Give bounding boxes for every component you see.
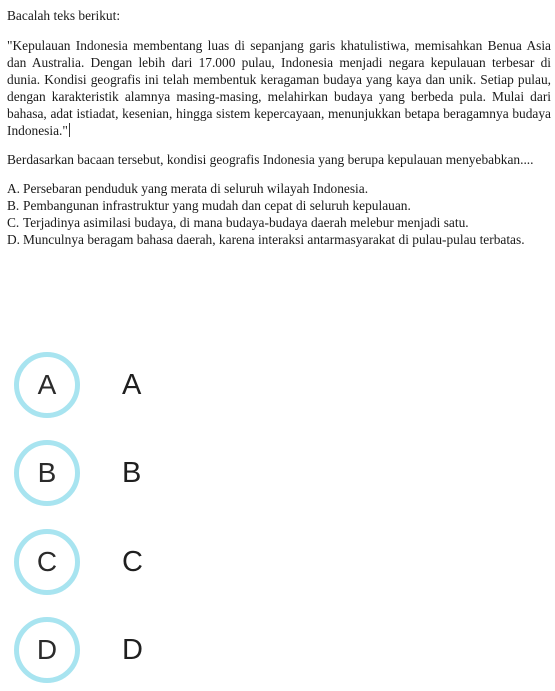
answer-button-c[interactable] [14, 527, 314, 597]
question-block [7, 7, 553, 248]
option-b [7, 197, 553, 214]
answer-label-d: D [122, 633, 143, 666]
answer-label-b: B [122, 456, 142, 489]
question-intro: Bacalah teks berikut: [7, 8, 121, 23]
option-text: Persebaran penduduk yang merata di seluruh wilayah Indonesia. [23, 181, 369, 196]
answer-button-b[interactable] [14, 438, 314, 508]
option-letter: B. [7, 198, 20, 213]
option-a [7, 180, 553, 197]
answer-badge-letter: C [36, 546, 58, 577]
option-letter: A. [7, 181, 21, 196]
option-d [7, 231, 553, 248]
answer-badge-d [14, 617, 80, 683]
answer-badge-b [14, 440, 80, 506]
option-letter: C. [7, 215, 20, 230]
option-list [7, 180, 553, 248]
question-stem: Berdasarkan bacaan tersebut, kondisi geografis Indonesia yang berupa kepulauan menyebabkan.... [7, 152, 534, 167]
answer-label-a: A [122, 368, 142, 401]
passage-text: "Kepulauan Indonesia membentang luas di sepanjang garis khatulistiwa, memisahkan Benua Asia dan Australia. Dengan lebih dari 17.000 pulau, Indonesia menjadi negara kepulauan terbesar di dunia. Kondisi geografis ini telah membentuk keragaman budaya yang kaya dan unik. Setiap pulau, dengan karakteristik alamnya masing-masing, melahirkan budaya yang berbeda pula. Mulai dari bahasa, adat istiadat, kesenian, hingga sistem kepercayaan, menunjukkan betapa beragamnya budaya Indonesia." [7, 38, 551, 138]
option-text: Terjadinya asimilasi budaya, di mana budaya-budaya daerah melebur menjadi satu. [23, 215, 469, 230]
text-cursor [69, 123, 70, 137]
option-c [7, 214, 553, 231]
option-text: Pembangunan infrastruktur yang mudah dan cepat di seluruh kepulauan. [23, 198, 411, 213]
answer-button-d[interactable] [14, 615, 314, 685]
answer-badge-c [14, 529, 80, 595]
answer-badge-letter: D [36, 634, 58, 665]
option-letter: D. [7, 232, 21, 247]
answer-label-c: C [122, 545, 143, 578]
option-text: Munculnya beragam bahasa daerah, karena interaksi antarmasyarakat di pulau-pulau terbatas. [23, 232, 525, 247]
answer-badge-letter: B [37, 457, 57, 488]
answer-badge-letter: A [37, 369, 57, 400]
answer-button-a[interactable] [14, 350, 314, 420]
answer-badge-a [14, 352, 80, 418]
reading-passage [7, 37, 553, 139]
